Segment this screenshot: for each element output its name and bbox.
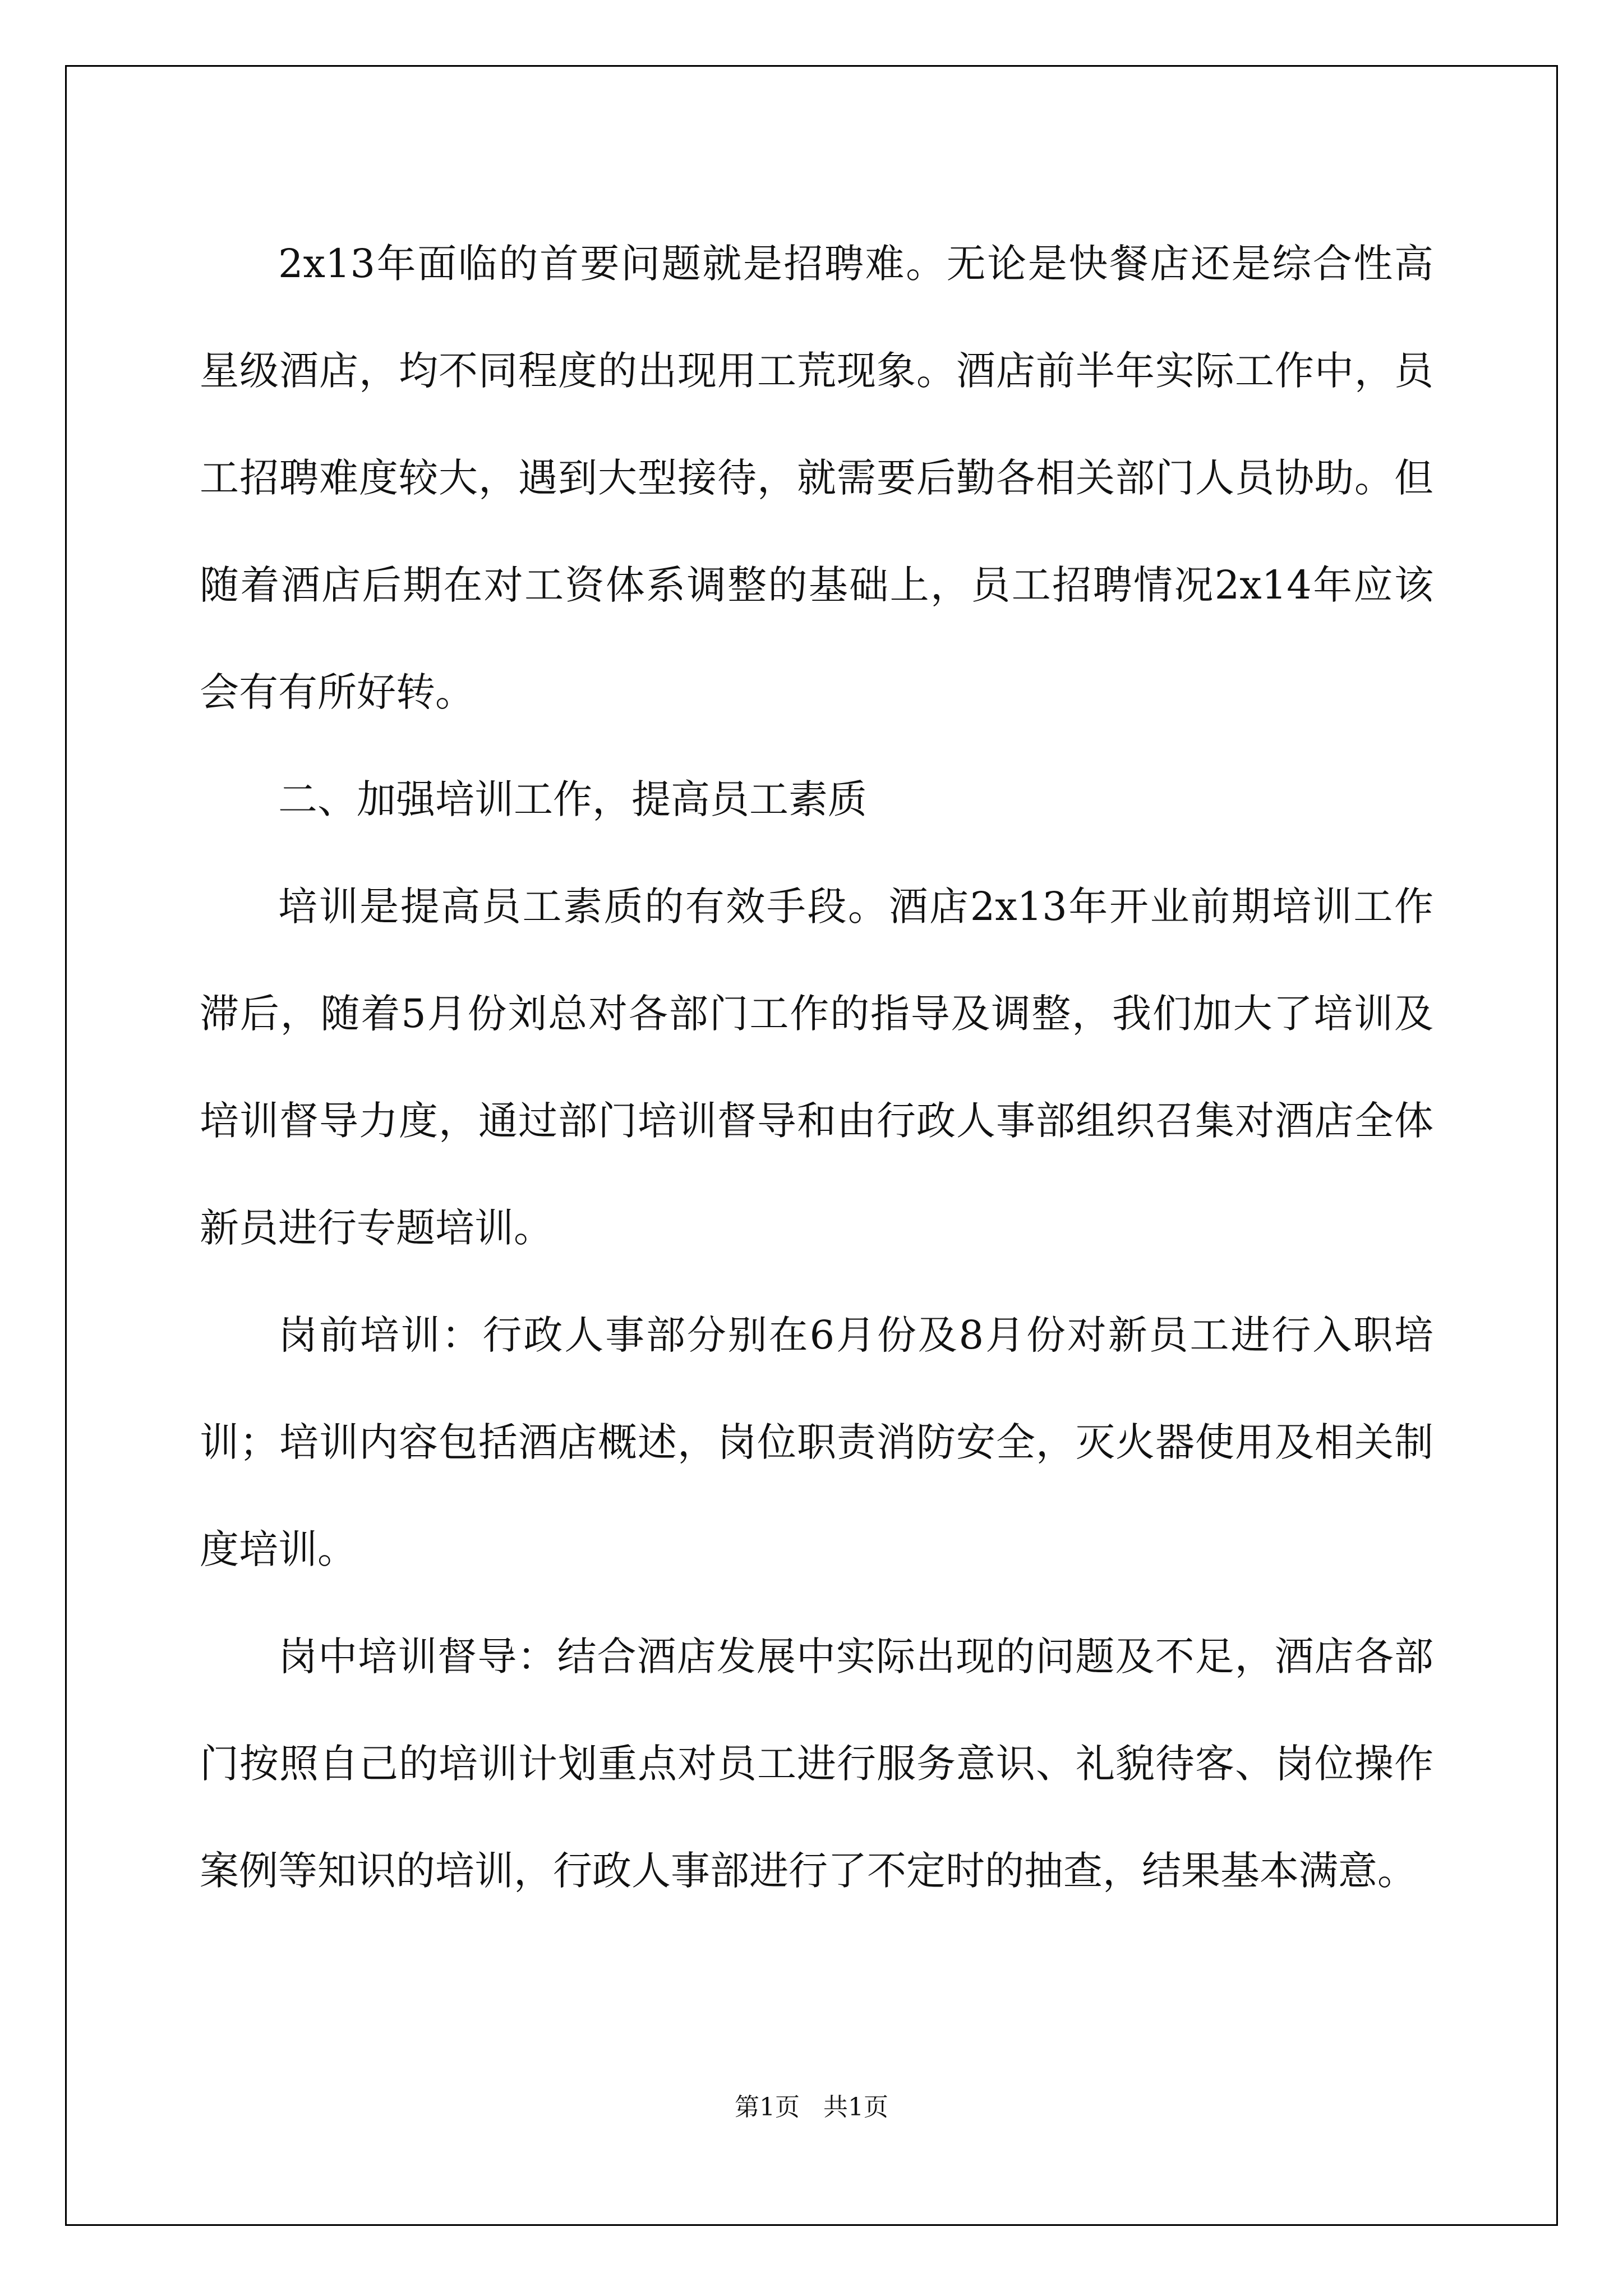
document-body bbox=[200, 210, 1433, 1925]
paragraph-pre-job-training: 岗前培训：行政人事部分别在6月份及8月份对新员工进行入职培训；培训内容包括酒店概述，岗位职责消防安全，灭火器使用及相关制度培训。 bbox=[200, 1312, 1433, 1572]
paragraph-on-job-training: 岗中培训督导：结合酒店发展中实际出现的问题及不足，酒店各部门按照自己的培训计划重点对员工进行服务意识、礼貌待客、岗位操作案例等知识的培训，行政人事部进行了不定时的抽查，结果基本满意。 bbox=[200, 1634, 1433, 1894]
section-heading-training: 二、加强培训工作，提高员工素质 bbox=[278, 776, 867, 822]
paragraph-training-overview: 培训是提高员工素质的有效手段。酒店2x13年开业前期培训工作滞后，随着5月份刘总对各部门工作的指导及调整，我们加大了培训及培训督导力度，通过部门培训督导和由行政人事部组织召集对酒店全体新员进行专题培训。 bbox=[200, 884, 1433, 1251]
paragraph-recruitment: 2x13年面临的首要问题就是招聘难。无论是快餐店还是综合性高星级酒店，均不同程度的出现用工荒现象。酒店前半年实际工作中，员工招聘难度较大，遇到大型接待，就需要后勤各相关部门人员协助。但随着酒店后期在对工资体系调整的基础上，员工招聘情况2x14年应该会有有所好转。 bbox=[200, 241, 1433, 715]
page-footer: 第1页 共1页 bbox=[735, 2093, 888, 2122]
